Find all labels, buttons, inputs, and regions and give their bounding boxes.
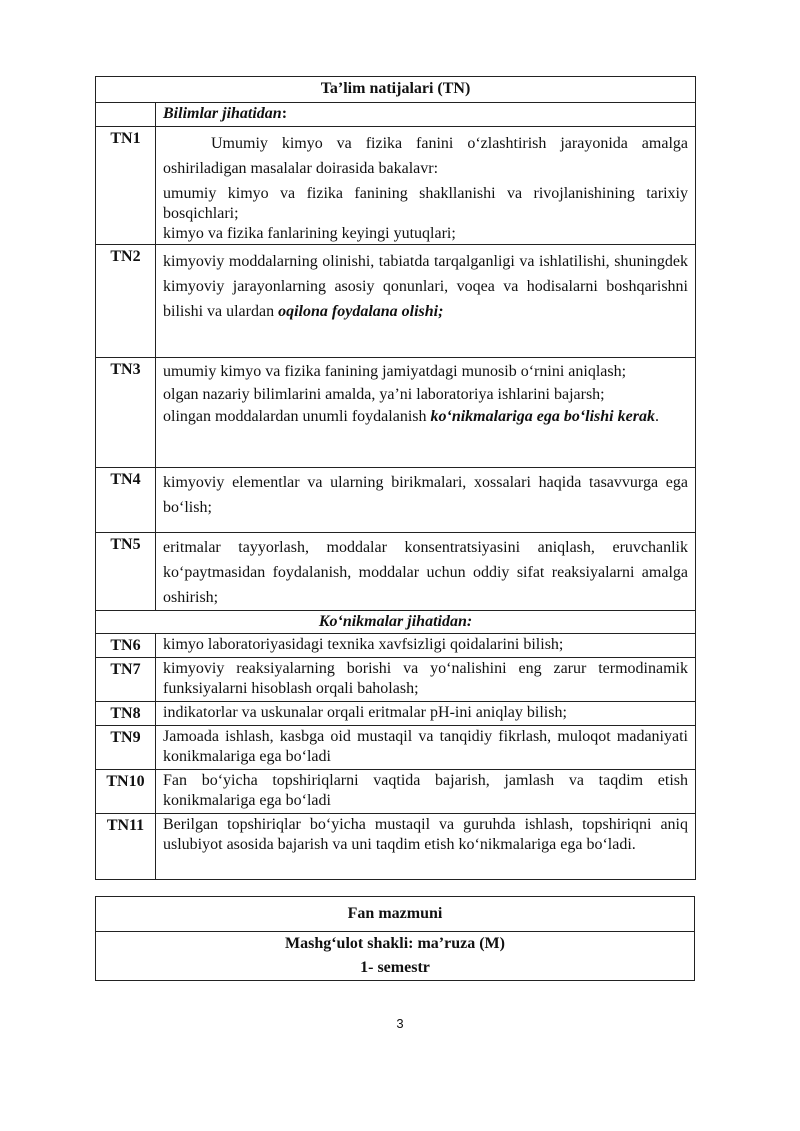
lesson-form: Mashg‘ulot shakli: ma’ruza (M) [285, 935, 505, 952]
outcome-code: TN3 [96, 358, 156, 468]
outcome-text: Umumiy kimyo va fizika fanini o‘zlashtirish jarayonida amalga oshiriladigan masalalar doirasida bakalavr: umumiy kimyo va fizika fanining shakllanishi va rivojlanishining tarixiy bosqichlari; kimyo va fizika fanlarining keyingi yutuqlari; [156, 127, 696, 245]
lesson-form-cell [96, 932, 695, 981]
outcome-code: TN6 [96, 634, 156, 658]
outcome-code: TN2 [96, 245, 156, 358]
outcome-code: TN8 [96, 702, 156, 726]
outcome-text: eritmalar tayyorlash, moddalar konsentratsiyasini aniqlash, eruvchanlik ko‘paytmasidan foydalanish, moddalar uchun oddiy sifat reaksiyalarni amalga oshirish; [156, 533, 696, 611]
outcome-text: kimyoviy moddalarning olinishi, tabiatda tarqalganligi va ishlatilishi, shuningdek kimyoviy jarayonlarning asosiy qonunlari, voqea va hodisalarni boshqarishni bilishi va ulardan oqilona foydalana olishi; [156, 245, 696, 358]
outcome-text: kimyoviy elementlar va ularning birikmalari, xossalari haqida tasavvurga ega bo‘lish; [156, 468, 696, 533]
outcome-text: Berilgan topshiriqlar bo‘yicha mustaqil va guruhda ishlash, topshiriqni aniq uslubiyot asosida bajarish va uni taqdim etish ko‘nikmalariga ega bo‘ladi. [156, 814, 696, 880]
outcome-text: umumiy kimyo va fizika fanining jamiyatdagi munosib o‘rnini aniqlash; olgan nazariy bilimlarini amalda, ya’ni laboratoriya ishlarini bajarsh; olingan moddalardan unumli foydalanish ko‘nikmalariga ega bo‘lishi kerak. [156, 358, 696, 468]
table-title: Ta’lim natijalari (TN) [96, 77, 696, 103]
course-content-table [95, 896, 695, 981]
section-skills-heading: Ko‘nikmalar jihatidan: [96, 611, 696, 634]
outcome-code: TN1 [96, 127, 156, 245]
outcome-text: Jamoada ishlash, kasbga oid mustaqil va tanqidiy fikrlash, muloqot madaniyati konikmalariga ega bo‘ladi [156, 726, 696, 770]
outcome-code: TN11 [96, 814, 156, 880]
course-content-title: Fan mazmuni [96, 897, 695, 932]
section-knowledge-heading: Bilimlar jihatidan: [156, 103, 696, 127]
outcome-text: kimyoviy reaksiyalarning borishi va yo‘nalishini eng zarur termodinamik funksiyalarni hisoblash orqali baholash; [156, 658, 696, 702]
outcome-code: TN9 [96, 726, 156, 770]
outcome-code: TN5 [96, 533, 156, 611]
outcome-code: TN7 [96, 658, 156, 702]
page-number: 3 [396, 1016, 404, 1031]
outcome-code: TN4 [96, 468, 156, 533]
outcome-text: indikatorlar va uskunalar orqali eritmalar pH-ini aniqlay bilish; [156, 702, 696, 726]
learning-outcomes-table [95, 76, 696, 880]
outcome-code: TN10 [96, 770, 156, 814]
outcome-text: Fan bo‘yicha topshiriqlarni vaqtida bajarish, jamlash va taqdim etish konikmalariga ega bo‘ladi [156, 770, 696, 814]
semester-label: 1- semestr [360, 959, 430, 976]
outcome-text: kimyo laboratoriyasidagi texnika xavfsizligi qoidalarini bilish; [156, 634, 696, 658]
